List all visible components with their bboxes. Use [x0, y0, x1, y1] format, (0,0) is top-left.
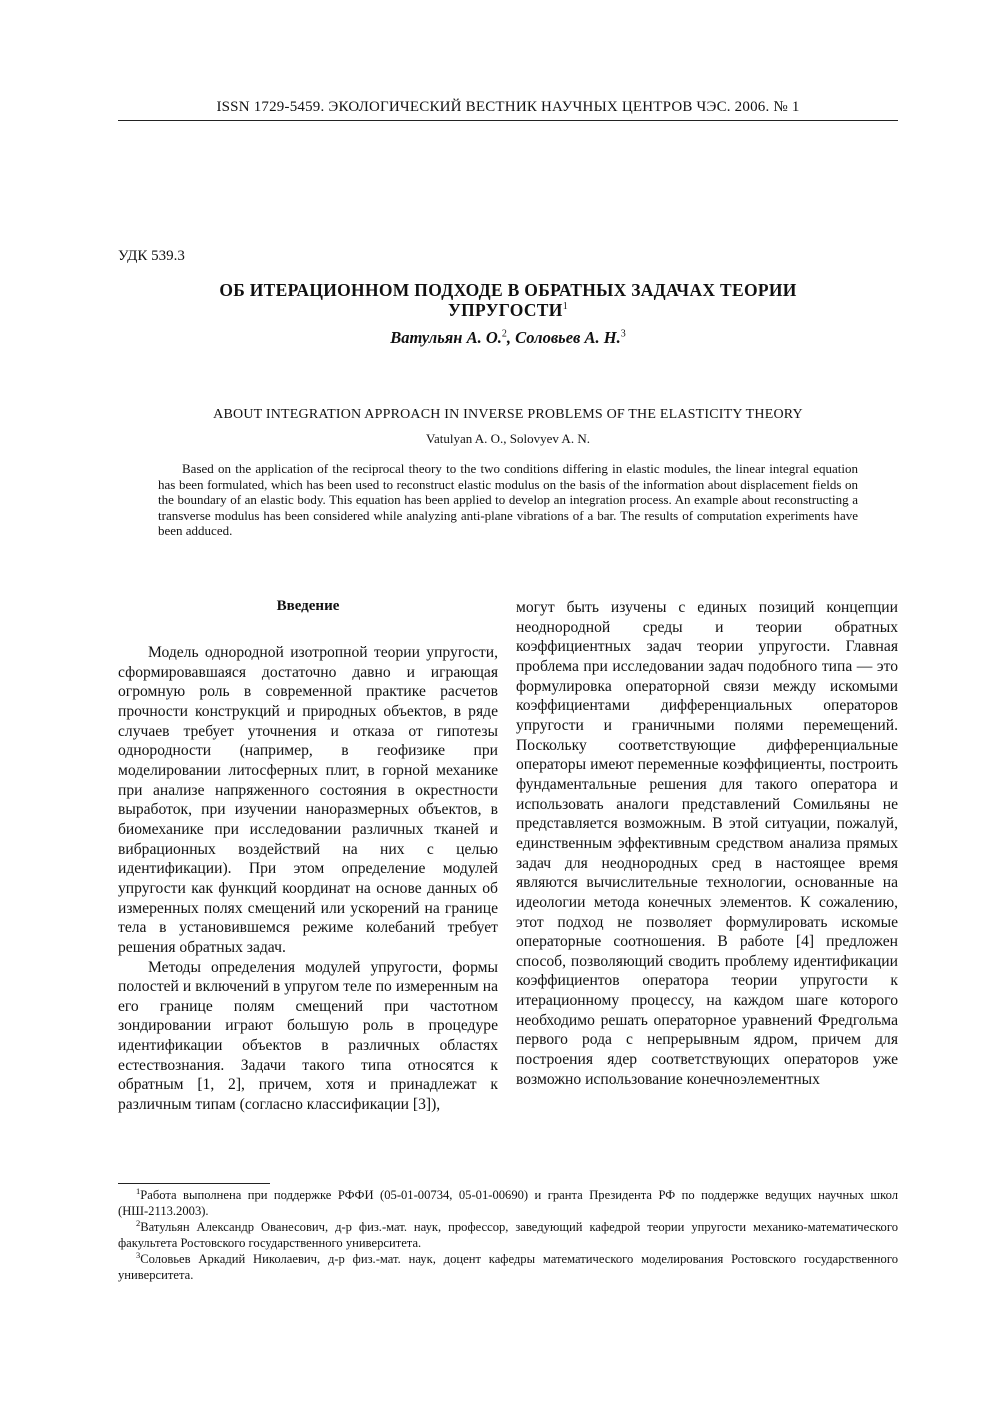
footnote-2: $^2$Ватульян Александр Ованесович, д-р физ.-мат. наук, профессор, заведующий кафедрой теории упругости механико-математического факультета Ростовского государственного университета. — [118, 1217, 898, 1250]
footnotes — [118, 1185, 898, 1284]
author-1: Ватульян А. О. — [390, 328, 502, 347]
author-2: Соловьев А. Н. — [515, 328, 621, 347]
author-2-footnote-mark: 3 — [620, 328, 626, 340]
english-title: ABOUT INTEGRATION APPROACH IN INVERSE PROBLEMS OF THE ELASTICITY THEORY — [213, 407, 803, 422]
footnote-divider — [118, 1183, 270, 1184]
author-1-footnote-mark: 2 — [501, 328, 507, 340]
title-footnote-mark: 1 — [562, 301, 568, 313]
running-header-text: ISSN 1729-5459. ЭКОЛОГИЧЕСКИЙ ВЕСТНИК НАУЧНЫХ ЦЕНТРОВ ЧЭС. 2006. № 1 — [216, 99, 800, 115]
english-authors: Vatulyan A. O., Solovyev A. N. — [426, 431, 590, 446]
left-column — [118, 598, 498, 1115]
paper-title-line2: УПРУГОСТИ$^1$ — [447, 300, 568, 320]
body-paragraph-2: Методы определения модулей упругости, формы полостей и включений в упругом теле по измеренным на его границе полям смещений при частотном зондировании играют большую роль в процедуре идентификации объектов в различных областях естествознания. Задачи такого типа относятся к обратным [1, 2], причем, хотя и принадлежат к различным типам (согласно классификации [3]), — [118, 958, 498, 1114]
paper-title-line1: ОБ ИТЕРАЦИОННОМ ПОДХОДЕ В ОБРАТНЫХ ЗАДАЧАХ ТЕОРИИ — [219, 280, 797, 300]
section-heading-introduction: Введение — [276, 598, 340, 614]
paper-authors — [118, 328, 898, 348]
right-column — [516, 598, 898, 1089]
footnote-3: $^3$Соловьев Аркадий Николаевич, д-р физ.-мат. наук, доцент кафедры математического моделирования Ростовского государственного университета. — [118, 1249, 898, 1282]
body-paragraph-1: Модель однородной изотропной теории упругости, сформировавшаяся достаточно давно и играющая огромную роль в современной практике расчетов прочности конструкций и природных объектов, в ряде случаев требует уточнения и отказа от гипотезы однородности (например, в геофизике при моделировании литосферных плит, в горной механике при анализе напряженного состояния в окрестности выработок, при изучении наноразмерных объектов, в биомеханике при исследовании различных тканей и вибрационных воздействий на них с целью идентификации). При этом определение модулей упругости как функций координат на основе данных об измеренных полях смещений или ускорений на границе тела в установившемся режиме колебаний требует решения обратных задач. — [118, 644, 498, 956]
english-abstract: Based on the application of the reciprocal theory to the two conditions differing in elastic modules, the linear integral equation has been formulated, which has been used to reconstruct elastic modulus on the basis of the information about displacement fields on the boundary of an elastic body. This equation has been applied to develop an integration process. An example about reconstructing a transverse modulus has been considered while analyzing anti-plane vibrations of a bar. The results of computation experiments have been adduced. — [158, 461, 858, 539]
author-separator: , — [506, 328, 516, 347]
footnote-1: $^1$Работа выполнена при поддержке РФФИ (05-01-00734, 05-01-00690) и гранта Президента РФ по поддержке ведущих научных школ (НШ-2113.2003). — [118, 1185, 898, 1218]
body-paragraph-3: могут быть изучены с единых позиций концепции неоднородной среды и теории обратных коэффициентных задач теории упругости. Главная проблема при исследовании задач подобного типа — это формулировка операторной связи между искомыми коэффициентами дифференциальных операторов упругости и граничными полями перемещений. Поскольку соответствующие дифференциальные операторы имеют переменные коэффициенты, построить фундаментальные решения для такого оператора и использовать аналоги представлений Сомильяны не представляется возможным. В этой ситуации, пожалуй, единственным эффективным средством анализа прямых задач для неоднородных сред в настоящее время являются вычислительные технологии, основанные на идеологии метода конечных элементов. К сожалению, этот подход не позволяет формулировать искомые операторные соотношения. В работе [4] предложен способ, позволяющий сводить проблему идентификации коэффициентов оператора теории упругости к итерационному процессу, на каждом шаге которого необходимо решать операторное уравнений Фредгольма первого рода с непрерывным ядром, причем для построения ядер соответствующих операторов уже возможно использование конечноэлементных — [516, 599, 898, 1088]
running-header — [118, 96, 898, 121]
udk-code: УДК 539.3 — [118, 248, 185, 264]
paper-title — [118, 280, 898, 320]
